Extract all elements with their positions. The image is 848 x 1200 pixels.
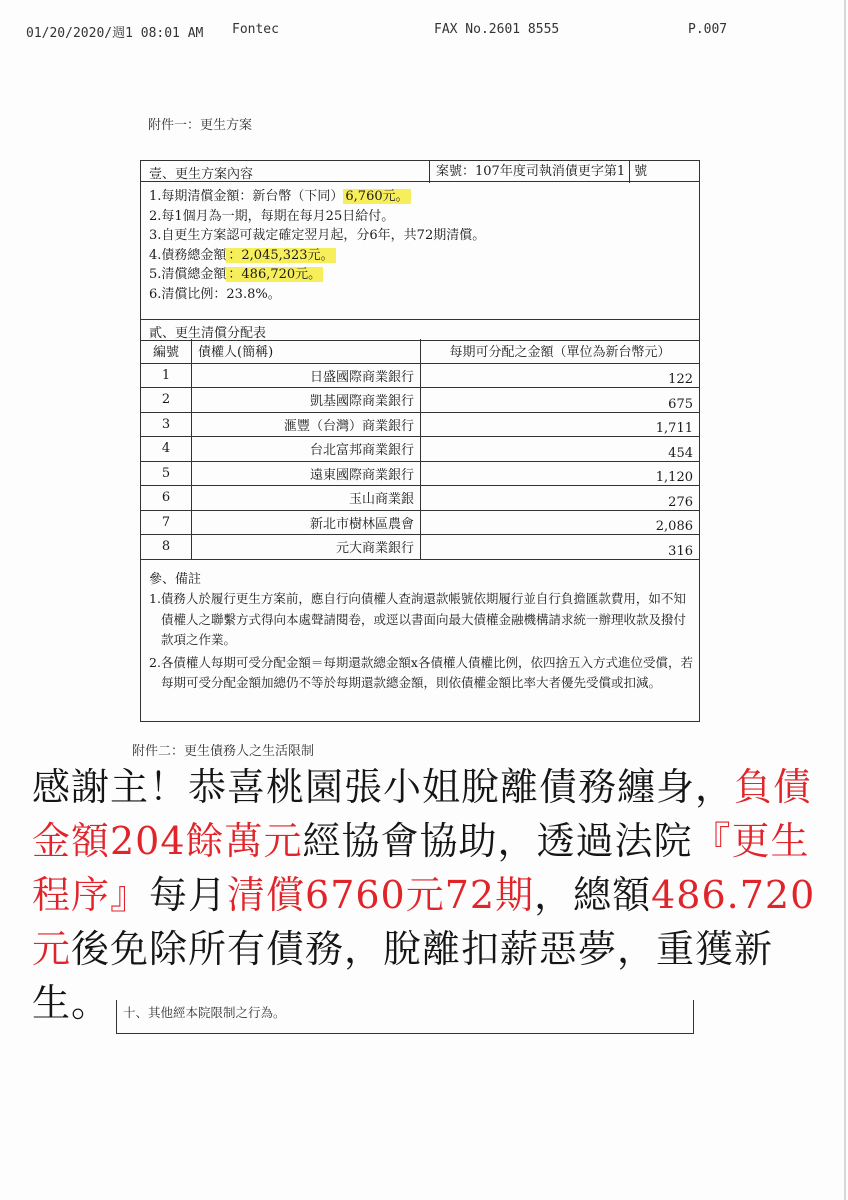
- plan-items: [149, 187, 689, 304]
- col-header-amount: 每期可分配之金額（單位為新台幣元）: [421, 339, 700, 363]
- overlay-text: 後免除所有債務，脫離扣薪惡夢，重獲新生。: [32, 927, 774, 1025]
- section2-title: 貳、更生清償分配表: [149, 326, 267, 341]
- fax-header: [0, 22, 848, 42]
- plan-item: 2.每1個月為一期，每期在每月25日給付。: [149, 208, 395, 224]
- table-row: 2 凱基國際商業銀行 675: [141, 388, 699, 413]
- table-row: 4 台北富邦商業銀行 454: [141, 437, 699, 462]
- col-header-creditor: 債權人(簡稱): [192, 339, 421, 363]
- annex1-title: 附件一：更生方案: [148, 118, 253, 133]
- allocation-table: [141, 339, 699, 560]
- annex2-title: 附件二：更生債務人之生活限制: [132, 744, 315, 759]
- overlay-text: 感謝主！恭喜桃園張小姐脫離債務纏身，: [32, 765, 735, 809]
- table-row: 3 滙豐（台灣）商業銀行 1,711: [141, 412, 699, 437]
- plan-item: 4.債務總金額 ：2,045,323元。: [149, 247, 334, 263]
- table-row: 6 玉山商業銀 276: [141, 486, 699, 511]
- fax-sender: Fontec: [232, 22, 279, 37]
- overlay-red-text: 負債金額204餘萬元: [32, 765, 813, 863]
- overlay-text: ，總額: [534, 873, 652, 917]
- table-row: 5 遠東國際商業銀行 1,120: [141, 461, 699, 486]
- overlay-text: 每月: [149, 873, 228, 917]
- overlay-text: 經協會協助，透過法院: [302, 819, 693, 863]
- restriction-item: 十、其他經本院限制之行為。: [123, 1005, 286, 1020]
- fax-number: FAX No.2601 8555: [434, 22, 560, 37]
- plan-item: 6.清償比例：23.8%。: [149, 286, 281, 302]
- table-header-row: [141, 339, 699, 363]
- section2-header: [141, 319, 699, 341]
- overlay-red-text: 486.720元: [32, 873, 816, 971]
- table-row: 1 日盛國際商業銀行 122: [141, 363, 699, 388]
- col-header-no: 編號: [141, 339, 192, 363]
- table-row: 7 新北市樹林區農會 2,086: [141, 510, 699, 535]
- case-number: [429, 161, 699, 183]
- fax-datetime: 01/20/2020/週1 08:01 AM: [26, 26, 204, 41]
- scan-edge: [844, 0, 846, 1200]
- case-number-text: 案號：107年度司執消債更字第1: [436, 164, 626, 179]
- plan-item: 5.清償總金額 ：486,720元。: [149, 267, 322, 282]
- table-row: 8 元大商業銀行 316: [141, 535, 699, 560]
- overlay-red-text: 『更生程序』: [32, 819, 810, 917]
- section3-title: 參、備註: [149, 572, 202, 587]
- section1-title: 壹、更生方案內容: [149, 167, 254, 182]
- restriction-item-frame: [116, 1000, 694, 1034]
- overlay-red-text: 清償6760元72期: [227, 873, 535, 917]
- plan-item: 3.自更生方案認可裁定確定翌月起，分6年，共72期清償。: [149, 228, 486, 243]
- fax-page: P.007: [688, 22, 728, 37]
- notes-list: [149, 589, 694, 696]
- plan-document-frame: [140, 160, 700, 722]
- plan-item: 1.每期清償金額：新台幣（下同） 6,760元。: [149, 189, 409, 204]
- case-number-suffix: 號: [629, 161, 647, 183]
- note-item: 2.各債權人每期可受分配金額＝每期還款總金額x各債權人債權比例，依四捨五入方式進位受償，若每期可受分配金額加總仍不等於每期還款總金額，則依債權金額比率大者優先受償或扣減。: [149, 654, 693, 690]
- testimonial-overlay: [32, 760, 822, 1030]
- note-item: 1.債務人於履行更生方案前，應自行向債權人查詢還款帳號依期履行並自行負擔匯款費用，如不知債權人之聯繫方式得向本處聲請閱卷，或逕以書面向最大債權金融機構請求統一辦理收款及撥付款項之作業。: [149, 591, 687, 647]
- section1-header: [141, 161, 699, 182]
